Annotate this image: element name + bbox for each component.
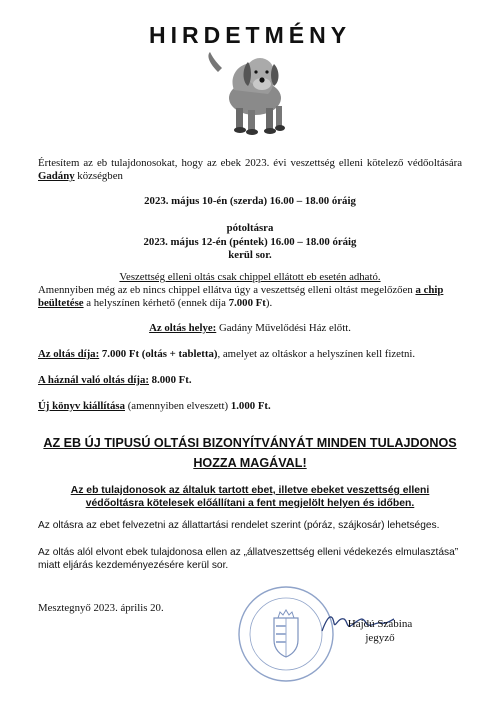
chip-requirement: Veszettség elleni oltás csak chippel ellátott eb esetén adható. xyxy=(119,271,381,283)
date-2-suffix: kerül sor. xyxy=(228,249,272,261)
location-line: Az oltás helye: Gadány Művelődési Ház előtt. xyxy=(149,322,351,334)
owner-obligation: Az eb tulajdonosok az általuk tartott ebet, illetve ebeket veszettség elleni védőoltásra kötelesek előállítani a fent megjelölt helyen és időben. xyxy=(70,485,430,509)
new-book-line: Új könyv kiállítása (amennyiben elveszett) 1.000 Ft. xyxy=(38,400,271,412)
home-fee-line: A háznál való oltás díja: 8.000 Ft. xyxy=(38,374,192,386)
certificate-notice: AZ EB ÚJ TIPUSÚ OLTÁSI BIZONYÍTVÁNYÁT MINDEN TULAJDONOS HOZZA MAGÁVAL! xyxy=(43,436,457,470)
village-name: Gadány xyxy=(38,170,75,182)
signer-name: Hajdú Szabina xyxy=(347,618,413,630)
vaccination-date-1: 2023. május 10-én (szerda) 16.00 – 18.00 óráig xyxy=(144,195,356,207)
penalty-notice: Az oltás alól elvont ebek tulajdonosa ellen az „állatveszettség elleni védekezés elmulasztása” miatt eljárás kezdeményezésére kerül sor. xyxy=(38,547,459,571)
dog-illustration xyxy=(200,50,300,140)
page-title: HIRDETMÉNY xyxy=(148,22,352,48)
fee-line: Az oltás díja: 7.000 Ft (oltás + tabletta), amelyet az oltáskor a helyszínen kell fizetni. xyxy=(38,348,416,360)
vaccination-date-2: 2023. május 12-én (péntek) 16.00 – 18.00 óráig xyxy=(143,236,357,248)
date-place: Mesztegnyő 2023. április 20. xyxy=(38,602,164,614)
signer-title: jegyző xyxy=(365,632,395,644)
chip-implant-info: Amennyiben még az eb nincs chippel ellátva úgy a veszettség elleni oltást megelőzően a chip beültetése a helyszínen kérhető (ennek díja 7.000 Ft). xyxy=(38,284,444,309)
catchup-label: pótoltásra xyxy=(226,222,274,234)
leash-rule: Az oltásra az ebet felvezetni az állattartási rendelet szerint (póráz, szájkosár) lehetséges. xyxy=(38,520,440,531)
intro-paragraph: Értesítem az eb tulajdonosokat, hogy az ebek 2023. évi veszettség elleni kötelező védőoltására Gadány községben xyxy=(38,157,462,182)
